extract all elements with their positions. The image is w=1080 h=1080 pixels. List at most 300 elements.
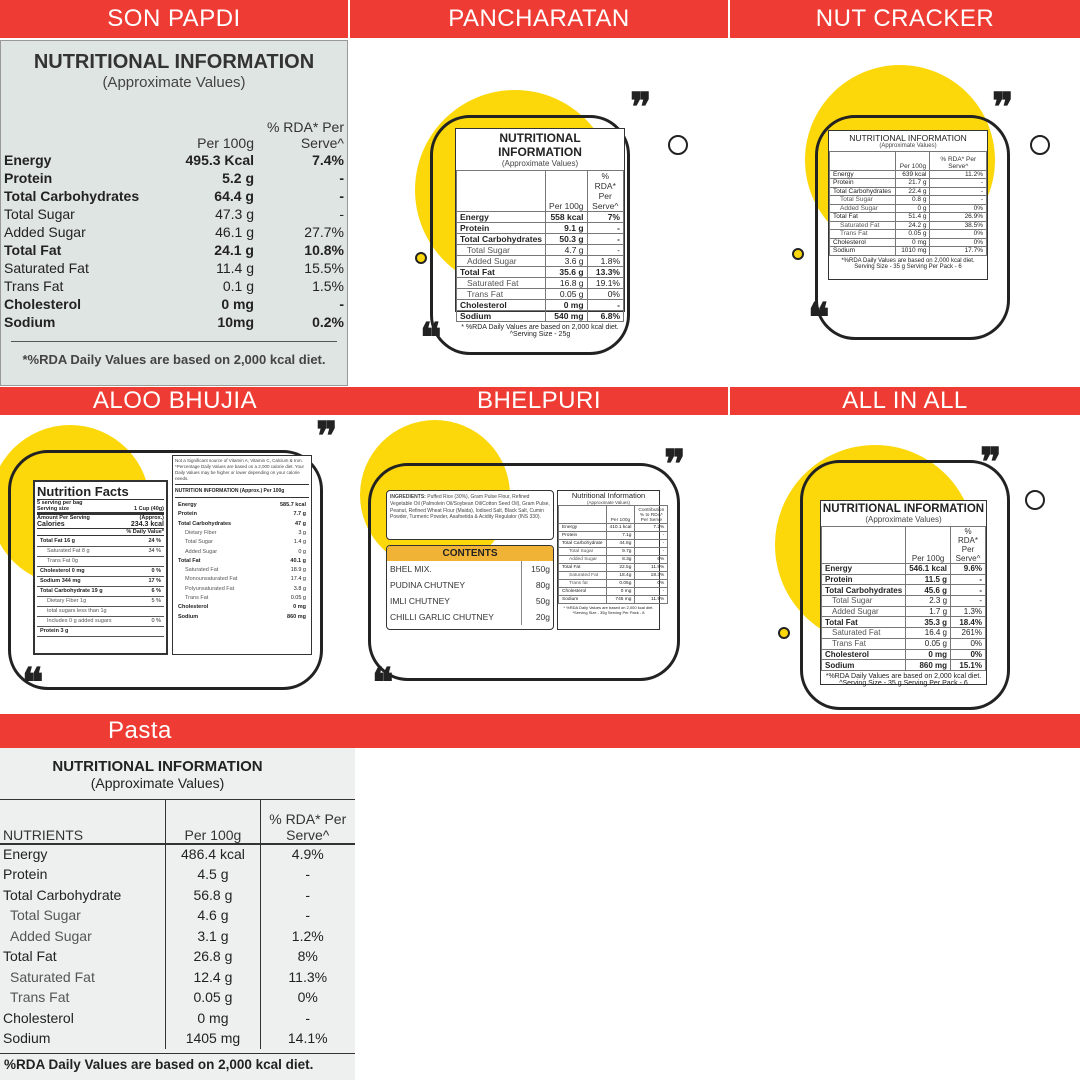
nutrient-row xyxy=(822,628,986,639)
value: 34 % xyxy=(148,548,161,554)
subtitle: (Approximate Values) xyxy=(501,159,579,168)
approx: (Approx.) xyxy=(139,515,164,521)
rda-value: 7.4% xyxy=(312,152,344,168)
per-100g-value: 47.3 g xyxy=(215,206,254,222)
nutrient-name: Energy xyxy=(0,844,166,865)
quote-icon: ❝ xyxy=(420,314,442,361)
rda-value: 11.8% xyxy=(635,563,668,571)
quote-icon: ❝ xyxy=(808,294,830,341)
nutrient-name: Sodium xyxy=(4,314,56,330)
rda-value: 6% xyxy=(635,555,668,563)
nutrient-name: Saturated Fat xyxy=(4,260,89,276)
nutrient-row xyxy=(559,555,668,563)
rda-value: - xyxy=(951,596,986,607)
per-100g-value: 0 mg xyxy=(606,587,635,595)
nutrient-name: Total Carbohydrates xyxy=(830,187,896,196)
nutrient-row xyxy=(0,885,355,906)
rda-value: - xyxy=(339,206,344,222)
nutrient-row xyxy=(175,547,309,556)
header-row xyxy=(457,171,624,212)
value: 860 mg xyxy=(287,613,306,620)
nutrient-name: Protein xyxy=(830,179,896,188)
nutrient-row xyxy=(822,649,986,660)
per-100g-value: 0.05 g xyxy=(546,289,588,300)
per-100g-value: 4.5 g xyxy=(166,864,260,885)
rda-value: 7.2% xyxy=(635,523,668,531)
rda-value: - xyxy=(635,531,668,539)
per-100g-value: 0.05 g xyxy=(906,638,951,649)
per-100g-value: 0.05 g xyxy=(896,230,930,239)
per-100g-value: 56.8 g xyxy=(166,885,260,906)
nutrient-row xyxy=(175,519,309,528)
value: 3.8 g xyxy=(293,585,306,592)
per-100g-value: 0 mg xyxy=(906,649,951,660)
servings: 5 serving per bag xyxy=(37,500,83,506)
column-header-per-100g: Per 100g xyxy=(606,506,635,524)
value: 24 % xyxy=(148,537,161,544)
nutrient-row xyxy=(822,660,986,671)
per-100g-value: 64.4 g xyxy=(214,188,254,204)
ingredients-label: INGREDIENTS: xyxy=(390,494,426,500)
nutrient-row xyxy=(1,169,347,187)
column-header-blank xyxy=(830,152,896,171)
nutrient-row xyxy=(457,300,624,311)
per-100g-value: 1.7 g xyxy=(906,606,951,617)
quote-icon: ❞ xyxy=(664,441,686,488)
nutrient-row xyxy=(1,151,347,169)
value: 18.9 g xyxy=(290,567,306,574)
per-100g-value: 0.1 g xyxy=(222,278,254,294)
rda-value: - xyxy=(635,587,668,595)
per-100g-value: 45.6 g xyxy=(906,585,951,596)
header-all-in-all: ALL IN ALL xyxy=(730,387,1080,415)
nutrient-row xyxy=(175,528,309,537)
nutrient-name: Polyunsaturated Fat xyxy=(185,585,235,592)
per-100g-value: 5.2 g xyxy=(222,170,254,186)
rda-value: 6.8% xyxy=(587,311,623,322)
per-100g-value: 35.6 g xyxy=(546,267,588,278)
rda-value: - xyxy=(635,547,668,555)
value: 0 mg xyxy=(293,604,306,611)
rda-value: 18.4% xyxy=(951,617,986,628)
nutrient-row xyxy=(822,596,986,607)
nutrient-row xyxy=(175,565,309,574)
serving-size: 1 Cup (40g) xyxy=(134,506,164,512)
nutrient-row xyxy=(559,539,668,547)
per-100g-value: 546.1 kcal xyxy=(906,564,951,575)
nutrient-row xyxy=(1,205,347,223)
per-100g-value: 860 mg xyxy=(906,660,951,671)
nutrient-row xyxy=(559,571,668,579)
nutrient-row xyxy=(559,523,668,531)
column-header-rda: Contribution % to RDA* Per Serve xyxy=(635,506,668,524)
column-header-rda: % RDA* Per Serve^ xyxy=(266,119,344,151)
rda-value: - xyxy=(930,196,987,205)
nutrient-name: IMLI CHUTNEY xyxy=(390,596,450,606)
serving-size: ^Serving Size - 25g xyxy=(509,331,571,338)
rda-value: - xyxy=(635,539,668,547)
rda-value: 7% xyxy=(587,212,623,223)
nutrient-row xyxy=(1,187,347,205)
per-100g-value: 24.1 g xyxy=(214,242,254,258)
nutrition-label xyxy=(820,500,987,685)
nutrient-name: Total Fat xyxy=(822,617,906,628)
nutrient-name: Sodium xyxy=(822,660,906,671)
rda-value: 38.5% xyxy=(930,221,987,230)
nutrient-name: Protein xyxy=(0,864,166,885)
header-pasta: Pasta xyxy=(0,714,1080,748)
value: 585.7 kcal xyxy=(280,502,306,509)
info-title: NUTRITION INFORMATION (Approx.) Per 100g xyxy=(175,484,309,498)
nutrient-row xyxy=(1,241,347,259)
per-100g-value: 495.3 Kcal xyxy=(185,152,254,168)
quantity: 20g xyxy=(522,609,553,625)
rda-value: 11.3% xyxy=(288,968,328,985)
nutrient-row xyxy=(0,1008,355,1029)
value: 0 g xyxy=(298,548,306,555)
nutrient-row xyxy=(175,593,309,602)
nutrient-name: Trans Fat xyxy=(0,987,166,1008)
rda-value: 0% xyxy=(930,204,987,213)
rda-value: 18.3% xyxy=(635,571,668,579)
calories-label: Calories xyxy=(37,521,65,528)
per-100g-value: 46.1 g xyxy=(215,224,254,240)
nutrient-name: Energy xyxy=(457,212,546,223)
rda-value: - xyxy=(951,574,986,585)
nutrient-name: Total Carbohydrate xyxy=(559,539,607,547)
value: 3 g xyxy=(298,529,306,536)
per-100g-value: 0.05 g xyxy=(166,987,260,1008)
calories: 234.3 kcal xyxy=(130,521,164,528)
nutrient-name: Trans fat xyxy=(559,579,607,587)
nutrient-name: Total Carbohydrates xyxy=(822,585,906,596)
contents-row xyxy=(387,593,553,609)
header-son-papdi: SON PAPDI xyxy=(0,0,348,38)
nutrient-name: Saturated Fat xyxy=(559,571,607,579)
per-100g-value: 0 mg xyxy=(221,296,254,312)
rda-value: 8% xyxy=(297,948,318,965)
panel-nut-cracker xyxy=(730,40,1080,386)
per-100g-value: 7.1g xyxy=(606,531,635,539)
per-100g-value: 10mg xyxy=(217,314,254,330)
column-header-blank xyxy=(559,506,607,524)
nutrient-name: Added Sugar xyxy=(559,555,607,563)
nutrient-row xyxy=(1,259,347,277)
nutrient-name: Saturated Fat xyxy=(185,567,219,574)
decor-dot xyxy=(1025,490,1045,510)
nutrient-row xyxy=(457,212,624,223)
nutrient-name: Sodium xyxy=(0,1028,166,1049)
header-aloo-bhujia: ALOO BHUJIA xyxy=(0,387,350,415)
nutrient-name: Total Fat xyxy=(4,242,62,258)
nutrient-name: Protein xyxy=(178,511,197,518)
subtitle: (Approximate Values) xyxy=(879,143,937,149)
rda-value: 1.3% xyxy=(951,606,986,617)
value: 17 % xyxy=(148,578,161,584)
nutrient-name: Total Fat xyxy=(178,557,201,564)
nutrient-name: Total Carbohydrate 19 g xyxy=(40,588,103,594)
nutrient-name: Cholesterol xyxy=(830,238,896,247)
subtitle: (Approximate Values) xyxy=(865,515,942,524)
per-100g-value: 44.8g xyxy=(606,539,635,547)
per-100g-value: 0 mg xyxy=(546,300,588,311)
nutrient-row xyxy=(822,638,986,649)
nutrient-row xyxy=(559,547,668,555)
nutrient-name: total sugars less than 1g xyxy=(47,608,107,614)
column-header-per-100g: Per 100g xyxy=(197,135,254,151)
nutrient-name: Monounsaturated Fat xyxy=(185,576,238,583)
rda-value: 15.5% xyxy=(304,260,344,276)
rda-value: 13.3% xyxy=(587,267,623,278)
nutrient-row xyxy=(0,905,355,926)
nutrient-name: Energy xyxy=(830,170,896,179)
rda-value: - xyxy=(339,296,344,312)
quantity: 50g xyxy=(522,593,553,609)
quantity: 150g xyxy=(522,561,553,577)
nutrient-row xyxy=(175,603,309,612)
title: NUTRITIONAL INFORMATION xyxy=(498,131,582,159)
nutrient-row xyxy=(175,500,309,509)
per-100g-value: 51.4 g xyxy=(896,213,930,222)
rda-value: - xyxy=(305,907,311,924)
nutrient-name: Cholesterol xyxy=(178,604,209,611)
per-100g-value: 22.4 g xyxy=(896,187,930,196)
rda-value: 10.8% xyxy=(304,242,344,258)
rda-value: 0% xyxy=(587,289,623,300)
column-header-per-100g: Per 100g xyxy=(896,152,930,171)
rda-value: - xyxy=(587,300,623,311)
nutrient-name: Total Sugar xyxy=(0,905,166,926)
column-header-blank xyxy=(457,171,546,212)
column-header-blank xyxy=(822,527,906,564)
per-100g-value: 1405 mg xyxy=(166,1028,260,1049)
nutrient-name: Total Sugar xyxy=(830,196,896,205)
nutrient-name: Cholesterol xyxy=(0,1008,166,1029)
rda-value: 0% xyxy=(297,989,318,1006)
rda-value: - xyxy=(339,170,344,186)
nutrient-name: Added Sugar xyxy=(822,606,906,617)
value: 5 % xyxy=(151,598,161,604)
rda-value: 1.5% xyxy=(312,278,344,294)
nutrient-row xyxy=(175,538,309,547)
nutrient-row xyxy=(1,223,347,241)
decor-dot xyxy=(415,252,427,264)
column-header-rda: % RDA* Per Serve^ xyxy=(930,152,987,171)
nutrient-row xyxy=(37,566,164,576)
nutrient-row xyxy=(1,313,347,331)
footer: %RDA Daily Values are based on 2,000 kcal diet. xyxy=(0,1053,355,1075)
nutrient-name: Saturated Fat 8 g xyxy=(47,548,90,554)
nutrient-name: Energy xyxy=(559,523,607,531)
nutrient-name: Energy xyxy=(822,564,906,575)
nutrition-info-label xyxy=(172,455,312,655)
rda-value: 0% xyxy=(951,649,986,660)
value: 40.1 g xyxy=(290,557,306,564)
per-100g-value: 0 mg xyxy=(896,238,930,247)
rda-value: - xyxy=(587,245,623,256)
per-100g-value: 639 kcal xyxy=(896,170,930,179)
rda-value: 1.2% xyxy=(291,927,324,944)
rda-value: - xyxy=(339,188,344,204)
nutrient-name: Added Sugar xyxy=(185,548,218,555)
contents-row xyxy=(387,577,553,593)
panel-aloo-bhujia xyxy=(0,415,350,713)
title: NUTRITIONAL INFORMATION xyxy=(52,758,263,775)
nutrient-name: Protein xyxy=(559,531,607,539)
per-100g-value: 24.2 g xyxy=(896,221,930,230)
rda-value: - xyxy=(930,187,987,196)
per-100g-value: 0.05g xyxy=(606,579,635,587)
nutrient-row xyxy=(0,926,355,947)
rda-value: - xyxy=(305,886,311,903)
nutrient-name: Cholesterol 0 mg xyxy=(40,568,85,574)
nutrient-row xyxy=(37,596,164,606)
per-100g-value: 1010 mg xyxy=(896,247,930,256)
serving-size: Serving Size - 35 g Serving Per Pack - 6 xyxy=(854,263,962,270)
value: 47 g xyxy=(294,520,306,527)
nutrient-row xyxy=(37,626,164,636)
nutrient-row xyxy=(37,546,164,556)
nutrient-name: Cholesterol xyxy=(4,296,82,312)
nutrient-name: Includes 0 g added sugars xyxy=(47,618,112,624)
quote-icon: ❞ xyxy=(630,84,652,131)
header-nut-cracker: NUT CRACKER xyxy=(730,0,1080,38)
per-100g-value: 11.5 g xyxy=(906,574,951,585)
note: Not a Significant source of Vitamin A, Vitamin C, Calcium & Iron. *Percentage Daily Values are based on a 2,000 calorie diet. Your Daily Values may be higher or lower depending on your calorie needs. xyxy=(175,458,305,481)
per-100g-value: 745 mg xyxy=(606,595,635,603)
column-header-rda: % RDA* Per Serve^ xyxy=(587,171,623,212)
quote-icon: ❞ xyxy=(992,84,1014,131)
nutrient-row xyxy=(457,311,624,322)
per-100g-value: 8.3g xyxy=(606,555,635,563)
column-header-per-100g: Per 100g xyxy=(546,171,588,212)
nutrient-name: Trans Fat 0g xyxy=(47,558,78,564)
title: NUTRITIONAL INFORMATION xyxy=(822,503,985,515)
header-row xyxy=(830,152,987,171)
nutrient-name: PUDINA CHUTNEY xyxy=(390,580,466,590)
panel-pasta xyxy=(0,748,355,1080)
nutrient-name: Sodium xyxy=(457,311,546,322)
panel-son-papdi xyxy=(0,40,348,386)
nutrient-row xyxy=(830,238,987,247)
per-100g-value: 22.5g xyxy=(606,563,635,571)
nutrient-row xyxy=(0,946,355,967)
nutrient-name: Total Carbohydrates xyxy=(4,188,140,204)
per-100g-value: 540 mg xyxy=(546,311,588,322)
nutrient-name: Added Sugar xyxy=(4,224,86,240)
value: 0 % xyxy=(151,568,161,574)
nutrient-row xyxy=(457,278,624,289)
nutrient-row xyxy=(175,612,309,621)
nutrient-name: Sodium xyxy=(178,613,199,620)
per-100g-value: 16.4 g xyxy=(906,628,951,639)
rda-value: - xyxy=(951,585,986,596)
nutrient-row xyxy=(822,606,986,617)
nutrient-row xyxy=(175,575,309,584)
header-row xyxy=(559,506,668,524)
contents-row xyxy=(387,561,553,577)
nutrient-row xyxy=(830,213,987,222)
nutrient-row xyxy=(822,585,986,596)
ingredients-text: Puffed Rice (30%), Gram Pulse Flour, Refined Vegetable Oil (Palmolein Oil/Soybean Oil/Cotton Seed Oil), Gram Pulse, Peanut, Refined Wheat Flour (Maida), Iodised Salt, Black Salt, Cumin Powder, Turmeric Powder, Asafoetida & Acidity Regulator (INS 330). xyxy=(390,494,550,521)
rda-value: 4.9% xyxy=(291,846,324,863)
per-100g-value: 18.4g xyxy=(606,571,635,579)
per-100g-value: 486.4 kcal xyxy=(166,844,260,865)
nutrient-row xyxy=(37,606,164,616)
nutrient-name: Total Fat xyxy=(457,267,546,278)
nutrient-name: Protein xyxy=(457,223,546,234)
panel-pancharatan xyxy=(350,40,728,386)
per-100g-value: 3.6 g xyxy=(546,256,588,267)
nutrient-name: Saturated Fat xyxy=(0,967,166,988)
nutrient-row xyxy=(0,967,355,988)
nutrient-name: Total Sugar xyxy=(457,245,546,256)
value xyxy=(139,556,164,566)
nutrient-name: Sodium 344 mg xyxy=(40,578,81,584)
nutrient-name: Protein xyxy=(822,574,906,585)
nutrient-name: Saturated Fat xyxy=(830,221,896,230)
nutrient-name: Total Fat xyxy=(830,213,896,222)
nutrient-name: Trans Fat xyxy=(830,230,896,239)
decor-dot xyxy=(1030,135,1050,155)
rda-value: 0% xyxy=(951,638,986,649)
nutrient-row xyxy=(559,579,668,587)
nutrient-row xyxy=(559,587,668,595)
nutrient-row xyxy=(0,987,355,1008)
per-100g-value: 2.3 g xyxy=(906,596,951,607)
rda-value: 14.1% xyxy=(287,1030,328,1047)
per-100g-value: 4.7 g xyxy=(546,245,588,256)
nutrition-table xyxy=(0,799,355,1049)
column-header-blank xyxy=(1,103,169,151)
nutrient-name: Energy xyxy=(178,502,197,509)
nutrition-label xyxy=(828,130,988,280)
column-header-per-100g: Per 100g xyxy=(906,527,951,564)
title: Nutritional Information xyxy=(571,491,646,500)
nutrient-row xyxy=(830,247,987,256)
quote-icon: ❞ xyxy=(980,439,1002,486)
nutrient-row xyxy=(37,536,164,546)
nutrient-name: Total Sugar xyxy=(185,539,213,546)
per-100g-value: 50.3 g xyxy=(546,234,588,245)
rda-value: 15.1% xyxy=(951,660,986,671)
rda-value: 261% xyxy=(951,628,986,639)
title: NUTRITIONAL INFORMATION xyxy=(849,133,967,143)
rda-value: 0% xyxy=(930,230,987,239)
per-100g-value: 4.6 g xyxy=(166,905,260,926)
per-100g-value: 9.1 g xyxy=(546,223,588,234)
nutrient-row xyxy=(830,221,987,230)
title: Nutrition Facts xyxy=(37,484,164,500)
footer: *%RDA Daily Values are based on 2,000 kcal diet. xyxy=(11,341,337,367)
rda-value: 27.7% xyxy=(304,224,344,240)
footer: *%RDA Daily Values are based on 2,000 kcal diet. xyxy=(841,257,975,264)
panel-bhelpuri xyxy=(350,415,728,713)
nutrient-row xyxy=(559,563,668,571)
nutrient-row xyxy=(830,196,987,205)
nutrient-name: Cholesterol xyxy=(457,300,546,311)
nutrient-row xyxy=(1,295,347,313)
contents-row xyxy=(387,609,553,625)
nutrient-row xyxy=(0,1028,355,1049)
per-100g-value: 11.4 g xyxy=(216,260,254,276)
nutrient-row xyxy=(37,556,164,566)
header-row xyxy=(1,103,347,151)
per-100g-value: 35.3 g xyxy=(906,617,951,628)
contents-box xyxy=(386,545,554,630)
rda-value: 1.8% xyxy=(587,256,623,267)
serving-size: *Serving Size - 35g Serving Per Pack - 8 xyxy=(572,609,645,615)
